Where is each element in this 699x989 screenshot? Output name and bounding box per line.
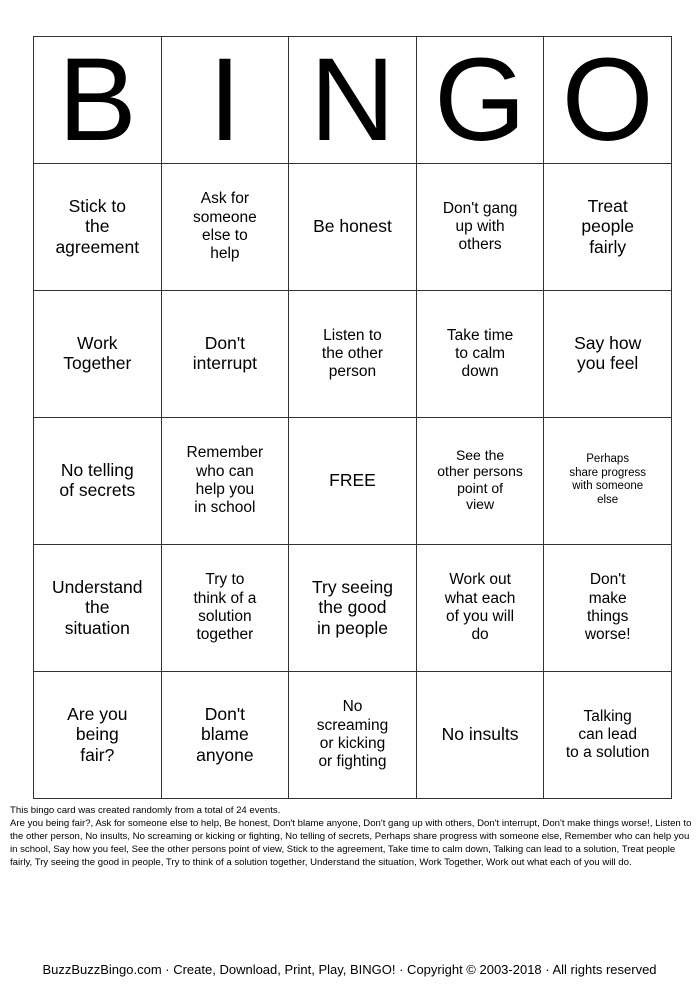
card-description	[10, 804, 692, 869]
bingo-card	[33, 36, 672, 799]
bingo-cell-text: Say how you feel	[574, 332, 642, 374]
bingo-cell[interactable]	[34, 291, 162, 418]
bingo-cell[interactable]	[161, 545, 289, 672]
bingo-cell[interactable]	[544, 418, 672, 545]
bingo-cell[interactable]	[161, 291, 289, 418]
bingo-cell[interactable]	[34, 545, 162, 672]
bingo-cell-text: Work Together	[63, 332, 132, 374]
bingo-row-5	[34, 672, 672, 799]
bingo-cell-text: Treat people fairly	[581, 195, 634, 257]
bingo-row-4	[34, 545, 672, 672]
bingo-cell-text: FREE	[329, 470, 376, 491]
description-intro: This bingo card was created randomly from a total of 24 events.	[10, 805, 281, 816]
bingo-row-2	[34, 291, 672, 418]
bingo-cell-text: Try seeing the good in people	[311, 576, 394, 638]
bingo-cell[interactable]	[161, 672, 289, 799]
bingo-cell[interactable]	[416, 545, 544, 672]
header-letter-o: O	[544, 37, 672, 164]
bingo-cell[interactable]	[289, 545, 417, 672]
bingo-cell[interactable]	[544, 291, 672, 418]
bingo-row-3	[34, 418, 672, 545]
bingo-free-cell[interactable]	[289, 418, 417, 545]
bingo-cell-text: Don't interrupt	[192, 332, 257, 374]
bingo-cell-text: Remember who can help you in school	[186, 444, 264, 516]
bingo-cell-text: Perhaps share progress with someone else	[569, 453, 647, 506]
bingo-cell-text: Listen to the other person	[321, 326, 384, 380]
bingo-cell-text: Take time to calm down	[446, 326, 514, 380]
header-letter-n: N	[289, 37, 417, 164]
bingo-cell-text: Don't make things worse!	[584, 571, 631, 643]
bingo-cell[interactable]	[544, 545, 672, 672]
bingo-cell[interactable]	[544, 672, 672, 799]
bingo-cell[interactable]	[416, 291, 544, 418]
bingo-cell-text: No telling of secrets	[59, 459, 136, 501]
description-event-list: Are you being fair?, Ask for someone else to help, Be honest, Don't blame anyone, Don't gang up with others, Don't interrupt, Don't make things worse!, Listen to the other person, No insults, No screaming or kicking or fighting, No telling of secrets, Perhaps share progress with someone else, Remember who can help you in school, Say how you feel, See the other persons point of view, Stick to the agreement, Take time to calm down, Talking can lead to a solution, Treat people fairly, Try seeing the good in people, Try to think of a solution together, Understand the situation, Work Together, Work out what each of you will do.	[10, 818, 692, 868]
bingo-cell-text: Understand the situation	[52, 576, 143, 638]
bingo-cell-text: Be honest	[313, 216, 392, 237]
bingo-cell[interactable]	[289, 672, 417, 799]
header-letter-b: B	[34, 37, 162, 164]
bingo-cell[interactable]	[34, 672, 162, 799]
bingo-cell-text: Don't blame anyone	[196, 703, 254, 765]
bingo-cell-text: Talking can lead to a solution	[565, 707, 650, 761]
bingo-cell-text: Work out what each of you will do	[444, 571, 516, 643]
bingo-cell[interactable]	[289, 164, 417, 291]
site-footer: BuzzBuzzBingo.com · Create, Download, Print, Play, BINGO! · Copyright © 2003-2018 · All rights reserved	[42, 962, 657, 977]
bingo-cell[interactable]	[34, 164, 162, 291]
header-letter-g: G	[416, 37, 544, 164]
bingo-cell-text: Try to think of a solution together	[193, 571, 257, 643]
bingo-cell-text: Are you being fair?	[67, 703, 128, 765]
bingo-cell[interactable]	[161, 164, 289, 291]
bingo-cell-text: Ask for someone else to help	[193, 190, 257, 262]
bingo-cell-text: Don't gang up with others	[442, 199, 518, 253]
bingo-cell-text: No screaming or kicking or fighting	[316, 698, 389, 770]
header-letter-i: I	[161, 37, 289, 164]
bingo-cell[interactable]	[416, 418, 544, 545]
bingo-cell-text: No insults	[441, 724, 519, 745]
bingo-cell[interactable]	[544, 164, 672, 291]
bingo-cell[interactable]	[289, 291, 417, 418]
bingo-cell[interactable]	[416, 672, 544, 799]
bingo-row-1	[34, 164, 672, 291]
bingo-header-row	[34, 37, 672, 164]
bingo-cell[interactable]	[34, 418, 162, 545]
bingo-cell-text: See the other persons point of view	[437, 447, 523, 513]
bingo-cell[interactable]	[416, 164, 544, 291]
bingo-cell[interactable]	[161, 418, 289, 545]
bingo-cell-text: Stick to the agreement	[55, 195, 140, 257]
